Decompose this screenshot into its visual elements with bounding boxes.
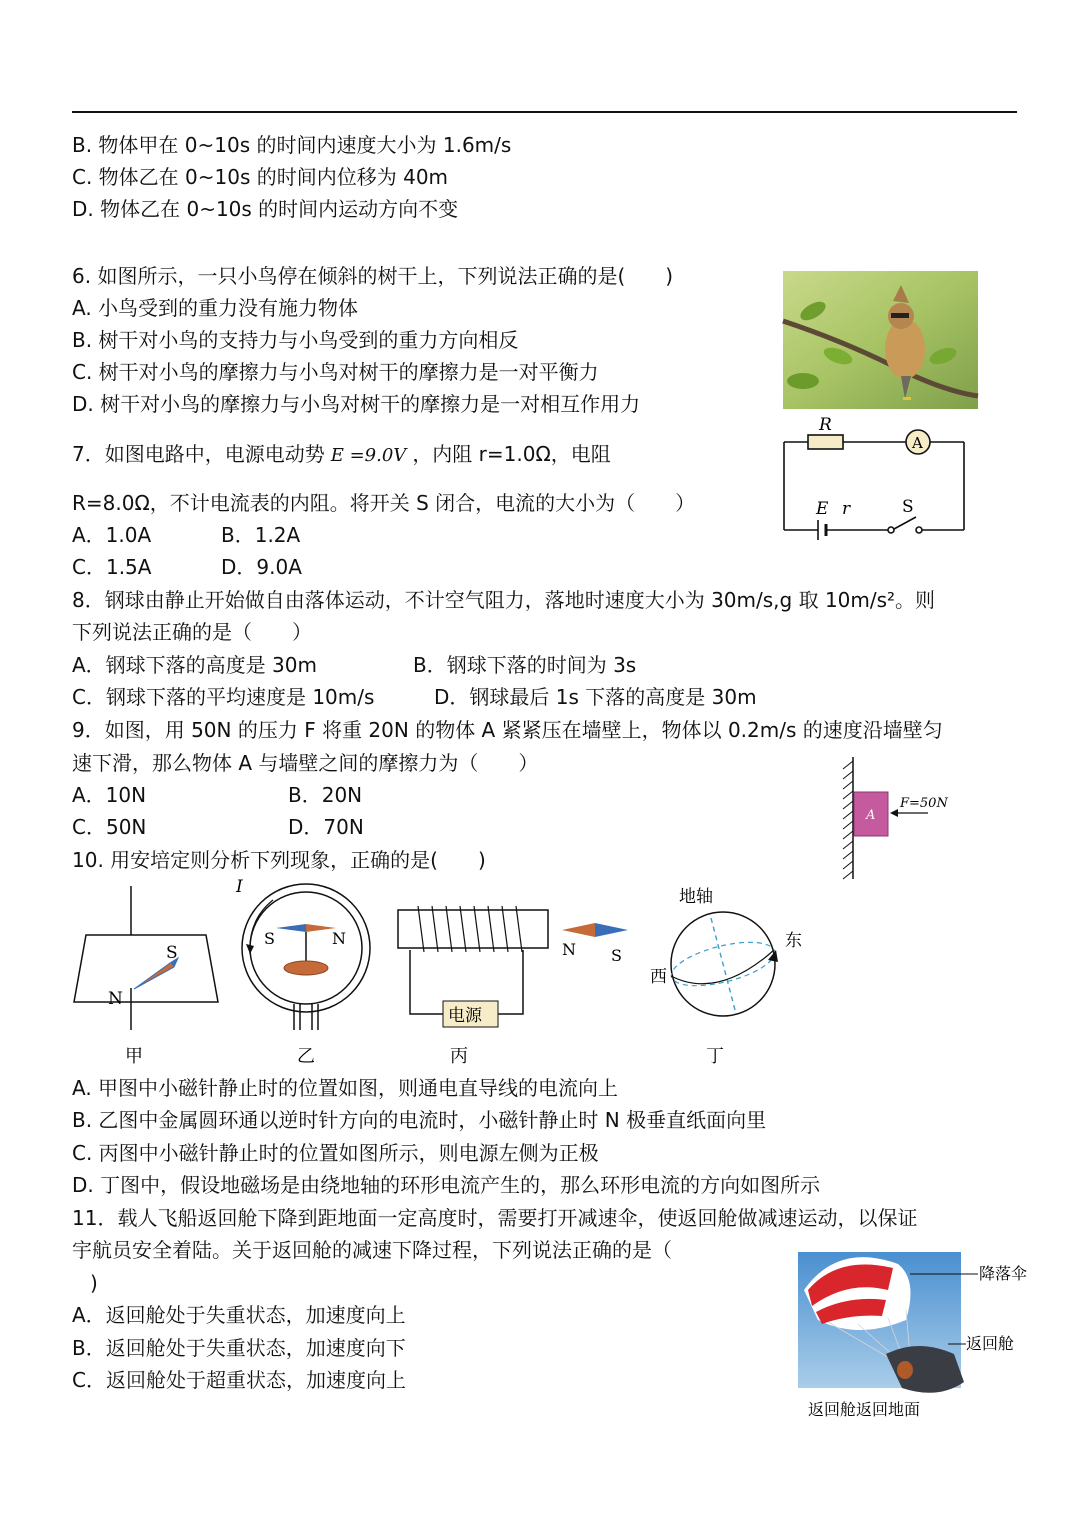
- q11-option-a: A．返回舱处于失重状态，加速度向上: [72, 1303, 406, 1327]
- q7-option-d: D．9.0A: [221, 555, 302, 579]
- q7-stem-line2: R=8.0Ω，不计电流表的内阻。将开关 S 闭合，电流的大小为（ ）: [72, 491, 696, 515]
- q11-stem-line1: 11．载人飞船返回舱下降到距地面一定高度时，需要打开减速伞，使返回舱做减速运动，以保证: [72, 1206, 918, 1230]
- ammeter-icon: A: [912, 434, 923, 452]
- q6-option-c: C. 树干对小鸟的摩擦力与小鸟对树干的摩擦力是一对平衡力: [72, 360, 599, 384]
- q10-figures: [68, 877, 802, 1070]
- q8-option-a: A．钢球下落的高度是 30m: [72, 653, 317, 677]
- q10-option-a: A. 甲图中小磁针静止时的位置如图，则通电直导线的电流向上: [72, 1076, 619, 1100]
- yi-s-pole: S: [264, 929, 275, 948]
- q7-fig-r-label: R: [819, 415, 832, 435]
- q8-option-d: D．钢球最后 1s 下落的高度是 30m: [434, 685, 757, 709]
- figure-jia: [74, 886, 218, 1067]
- figure-bing: [398, 906, 628, 1067]
- q9-force-label: F=50N: [900, 796, 948, 811]
- q7-option-a: A．1.0A: [72, 523, 152, 547]
- q11-capsule-photo: [798, 1250, 1038, 1425]
- ding-east-label: 东: [785, 931, 802, 951]
- header-rule: [72, 111, 1017, 113]
- capsule-label: 返回舱: [966, 1334, 1015, 1353]
- capsule-caption: 返回舱返回地面: [808, 1400, 921, 1419]
- q10-option-c: C. 丙图中小磁针静止时的位置如图所示，则电源左侧为正极: [72, 1141, 599, 1165]
- q9-option-d: D．70N: [288, 815, 364, 839]
- q11-option-b: B．返回舱处于失重状态，加速度向下: [72, 1336, 406, 1360]
- q6-option-d: D. 树干对小鸟的摩擦力与小鸟对树干的摩擦力是一对相互作用力: [72, 392, 641, 416]
- q11-stem-line2: 宇航员安全着陆。关于返回舱的减速下降过程，下列说法正确的是（: [72, 1238, 672, 1262]
- q5-option-d: D. 物体乙在 0~10s 的时间内运动方向不变: [72, 197, 459, 221]
- q7-fig-r-internal-label: r: [842, 499, 851, 519]
- q5-option-b: B. 物体甲在 0~10s 的时间内速度大小为 1.6m/s: [72, 133, 512, 157]
- jia-n-pole: N: [108, 989, 123, 1009]
- q9-wall-block-diagram: [838, 755, 958, 883]
- q10-option-d: D. 丁图中，假设地磁场是由绕地轴的环形电流产生的，那么环形电流的方向如图所示: [72, 1173, 821, 1197]
- q10-option-b: B. 乙图中金属圆环通以逆时针方向的电流时，小磁针静止时 N 极垂直纸面向里: [72, 1108, 767, 1132]
- q9-option-c: C．50N: [72, 815, 147, 839]
- q7-option-b: B．1.2A: [221, 523, 301, 547]
- ding-west-label: 西: [650, 967, 667, 987]
- ding-earth-axis-label: 地轴: [679, 887, 713, 907]
- figure-yi: [235, 877, 370, 1067]
- q9-option-b: B．20N: [288, 783, 363, 807]
- bing-label: 丙: [450, 1046, 468, 1067]
- q11-option-c: C．返回舱处于超重状态，加速度向上: [72, 1368, 406, 1392]
- ding-label: 丁: [706, 1046, 724, 1067]
- q6-option-a: A. 小鸟受到的重力没有施力物体: [72, 296, 359, 320]
- jia-label: 甲: [125, 1046, 143, 1067]
- parachute-label: 降落伞: [979, 1264, 1028, 1283]
- q7-stem-b: ，内阻 r=1.0Ω，电阻: [412, 442, 611, 466]
- q8-option-c: C．钢球下落的平均速度是 10m/s: [72, 685, 375, 709]
- q5-option-c: C. 物体乙在 0~10s 的时间内位移为 40m: [72, 165, 449, 189]
- q7-stem-a: 7．如图电路中，电源电动势: [72, 442, 325, 466]
- bing-power-label: 电源: [448, 1006, 482, 1026]
- q7-fig-switch-label: S: [902, 497, 914, 517]
- q10-stem: 10. 用安培定则分析下列现象，正确的是( ): [72, 848, 486, 872]
- bird-photo: [783, 271, 978, 409]
- q11-stem-line3: ): [90, 1271, 98, 1295]
- yi-n-pole: N: [332, 929, 346, 948]
- q6-option-b: B. 树干对小鸟的支持力与小鸟受到的重力方向相反: [72, 328, 519, 352]
- q9-block-label: A: [866, 808, 876, 823]
- q8-option-b: B．钢球下落的时间为 3s: [413, 653, 637, 677]
- figure-ding: [650, 887, 802, 1067]
- yi-label: 乙: [297, 1046, 315, 1067]
- q7-fig-e-label: E: [816, 499, 829, 519]
- bing-s-pole: S: [611, 946, 622, 965]
- q7-circuit-diagram: [778, 412, 974, 542]
- q8-stem-line1: 8．钢球由静止开始做自由落体运动，不计空气阻力，落地时速度大小为 30m/s,g 取 10m/s²。则: [72, 588, 936, 612]
- q7-option-c: C．1.5A: [72, 555, 152, 579]
- yi-current-label: I: [236, 877, 243, 897]
- q7-emf: E =9.0V: [330, 445, 407, 466]
- q7-stem-line1: [72, 441, 611, 469]
- q6-stem: 6. 如图所示，一只小鸟停在倾斜的树干上，下列说法正确的是( ): [72, 264, 674, 288]
- q9-option-a: A．10N: [72, 783, 147, 807]
- q9-stem-line2: 速下滑，那么物体 A 与墙壁之间的摩擦力为（ ）: [72, 751, 539, 775]
- q9-stem-line1: 9．如图，用 50N 的压力 F 将重 20N 的物体 A 紧紧压在墙壁上，物体以 0.2m/s 的速度沿墙壁匀: [72, 718, 943, 742]
- bing-n-pole: N: [562, 940, 576, 959]
- q8-stem-line2: 下列说法正确的是（ ）: [72, 620, 312, 644]
- jia-s-pole: S: [166, 943, 178, 963]
